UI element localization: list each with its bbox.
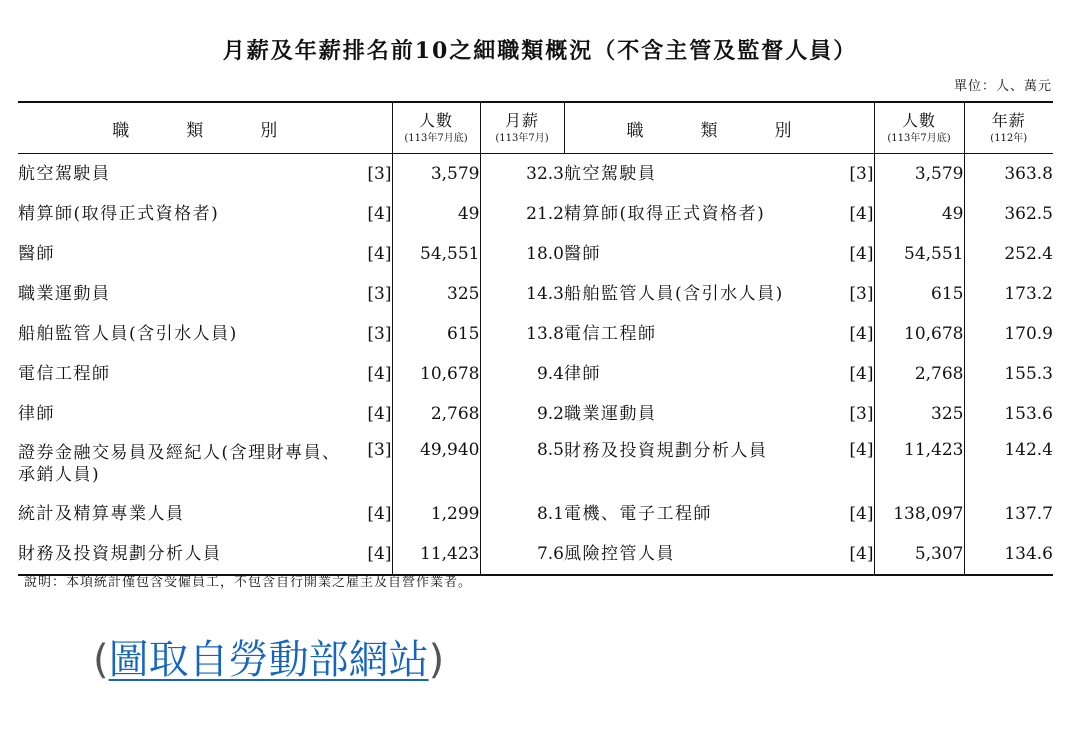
left-job-name: 電信工程師 (18, 364, 111, 384)
left-job-name: 船舶監管人員(含引水人員) (18, 324, 238, 344)
left-count: 10,678 (392, 354, 480, 394)
left-count: 54,551 (392, 234, 480, 274)
left-job-code: [3] (367, 440, 392, 460)
source-close-paren: ) (428, 637, 445, 683)
left-job-code: [4] (367, 244, 392, 264)
monthly-salary-header (480, 102, 564, 154)
left-job-name: 航空駕駛員 (18, 164, 111, 184)
left-job-name: 醫師 (18, 244, 55, 264)
monthly-salary: 13.8 (480, 314, 564, 354)
right-count: 54,551 (874, 234, 964, 274)
left-job-name: 律師 (18, 404, 55, 424)
monthly-salary-header-label: 月薪 (504, 111, 539, 130)
annual-salary: 363.8 (964, 154, 1053, 195)
table-row (18, 234, 1053, 274)
right-count: 3,579 (874, 154, 964, 195)
annual-salary: 137.7 (964, 494, 1053, 534)
table-footnote: 說明：本項統計僅包含受僱員工，不包含自行開業之雇主及自營作業者。 (24, 575, 473, 590)
left-count: 325 (392, 274, 480, 314)
right-count-header-label: 人數 (901, 111, 936, 130)
right-job-name: 船舶監管人員(含引水人員) (564, 284, 784, 304)
right-job-code: [4] (849, 544, 874, 564)
left-count: 1,299 (392, 494, 480, 534)
left-count: 615 (392, 314, 480, 354)
table-row (18, 354, 1053, 394)
table-row (18, 314, 1053, 354)
monthly-salary: 14.3 (480, 274, 564, 314)
table-row (18, 194, 1053, 234)
table-row (18, 534, 1053, 575)
right-job-code: [3] (849, 164, 874, 184)
right-job-category-header: 職 類 別 (564, 102, 874, 154)
left-job-code: [4] (367, 364, 392, 384)
table-row (18, 434, 1053, 494)
monthly-salary: 8.5 (480, 434, 564, 494)
right-count: 615 (874, 274, 964, 314)
right-count-header-period: (113年7月底) (887, 133, 951, 144)
right-count: 10,678 (874, 314, 964, 354)
annual-salary-header-period: (112年) (990, 133, 1028, 144)
right-job-name: 職業運動員 (564, 404, 657, 424)
right-job-name: 醫師 (564, 244, 601, 264)
right-job-code: [4] (849, 244, 874, 264)
annual-salary-header-label: 年薪 (991, 111, 1026, 130)
annual-salary: 155.3 (964, 354, 1053, 394)
table-row (18, 274, 1053, 314)
monthly-salary: 32.3 (480, 154, 564, 195)
annual-salary-header (964, 102, 1053, 154)
left-job-name: 財務及投資規劃分析人員 (18, 544, 222, 564)
right-job-code: [3] (849, 284, 874, 304)
left-job-name: 職業運動員 (18, 284, 111, 304)
annual-salary: 153.6 (964, 394, 1053, 434)
left-job-code: [3] (367, 164, 392, 184)
right-count: 138,097 (874, 494, 964, 534)
right-job-name: 電信工程師 (564, 324, 657, 344)
monthly-salary: 7.6 (480, 534, 564, 575)
right-count: 2,768 (874, 354, 964, 394)
source-link[interactable]: 圖取自勞動部網站 (108, 637, 429, 683)
table-row (18, 494, 1053, 534)
left-job-code: [4] (367, 504, 392, 524)
left-job-code: [3] (367, 284, 392, 304)
left-job-code: [4] (367, 404, 392, 424)
right-count: 5,307 (874, 534, 964, 575)
annual-salary: 134.6 (964, 534, 1053, 575)
right-job-code: [4] (849, 204, 874, 224)
left-job-name: 統計及精算專業人員 (18, 504, 185, 524)
right-job-code: [3] (849, 404, 874, 424)
right-job-name: 電機、電子工程師 (564, 504, 712, 524)
right-count-header (874, 102, 964, 154)
salary-ranking-table (18, 101, 1053, 576)
unit-label: 單位：人、萬元 (953, 79, 1052, 94)
annual-salary: 173.2 (964, 274, 1053, 314)
left-job-name: 精算師(取得正式資格者) (18, 204, 220, 224)
annual-salary: 170.9 (964, 314, 1053, 354)
right-count: 49 (874, 194, 964, 234)
right-count: 11,423 (874, 434, 964, 494)
right-job-name: 風險控管人員 (564, 544, 675, 564)
monthly-salary: 21.2 (480, 194, 564, 234)
left-count-header-label: 人數 (418, 111, 453, 130)
left-count-header-period: (113年7月底) (404, 133, 468, 144)
monthly-salary: 8.1 (480, 494, 564, 534)
left-count: 3,579 (392, 154, 480, 195)
right-job-code: [4] (849, 364, 874, 384)
left-job-code: [4] (367, 204, 392, 224)
left-job-name: 證券金融交易員及經紀人(含理財專員、承銷人員) (18, 443, 341, 485)
right-job-code: [4] (849, 440, 874, 460)
annual-salary: 362.5 (964, 194, 1053, 234)
annual-salary: 142.4 (964, 434, 1053, 494)
right-job-name: 精算師(取得正式資格者) (564, 204, 766, 224)
left-count: 11,423 (392, 534, 480, 575)
right-job-name: 律師 (564, 364, 601, 384)
monthly-salary-header-period: (113年7月) (495, 133, 549, 144)
left-count: 2,768 (392, 394, 480, 434)
right-job-name: 航空駕駛員 (564, 164, 657, 184)
table-header-row (18, 102, 1053, 154)
left-job-code: [4] (367, 544, 392, 564)
left-count: 49 (392, 194, 480, 234)
table-row (18, 394, 1053, 434)
monthly-salary: 9.4 (480, 354, 564, 394)
monthly-salary: 9.2 (480, 394, 564, 434)
table-row (18, 154, 1053, 195)
right-count: 325 (874, 394, 964, 434)
annual-salary: 252.4 (964, 234, 1053, 274)
right-job-code: [4] (849, 324, 874, 344)
left-count-header (392, 102, 480, 154)
right-job-name: 財務及投資規劃分析人員 (564, 441, 768, 461)
left-job-code: [3] (367, 324, 392, 344)
source-open-paren: ( (93, 637, 109, 683)
left-job-category-header: 職 類 別 (112, 120, 298, 141)
left-count: 49,940 (392, 434, 480, 494)
right-job-code: [4] (849, 504, 874, 524)
source-caption (93, 632, 444, 688)
table-title: 月薪及年薪排名前10之細職類概況（不含主管及監督人員） (222, 38, 858, 64)
monthly-salary: 18.0 (480, 234, 564, 274)
